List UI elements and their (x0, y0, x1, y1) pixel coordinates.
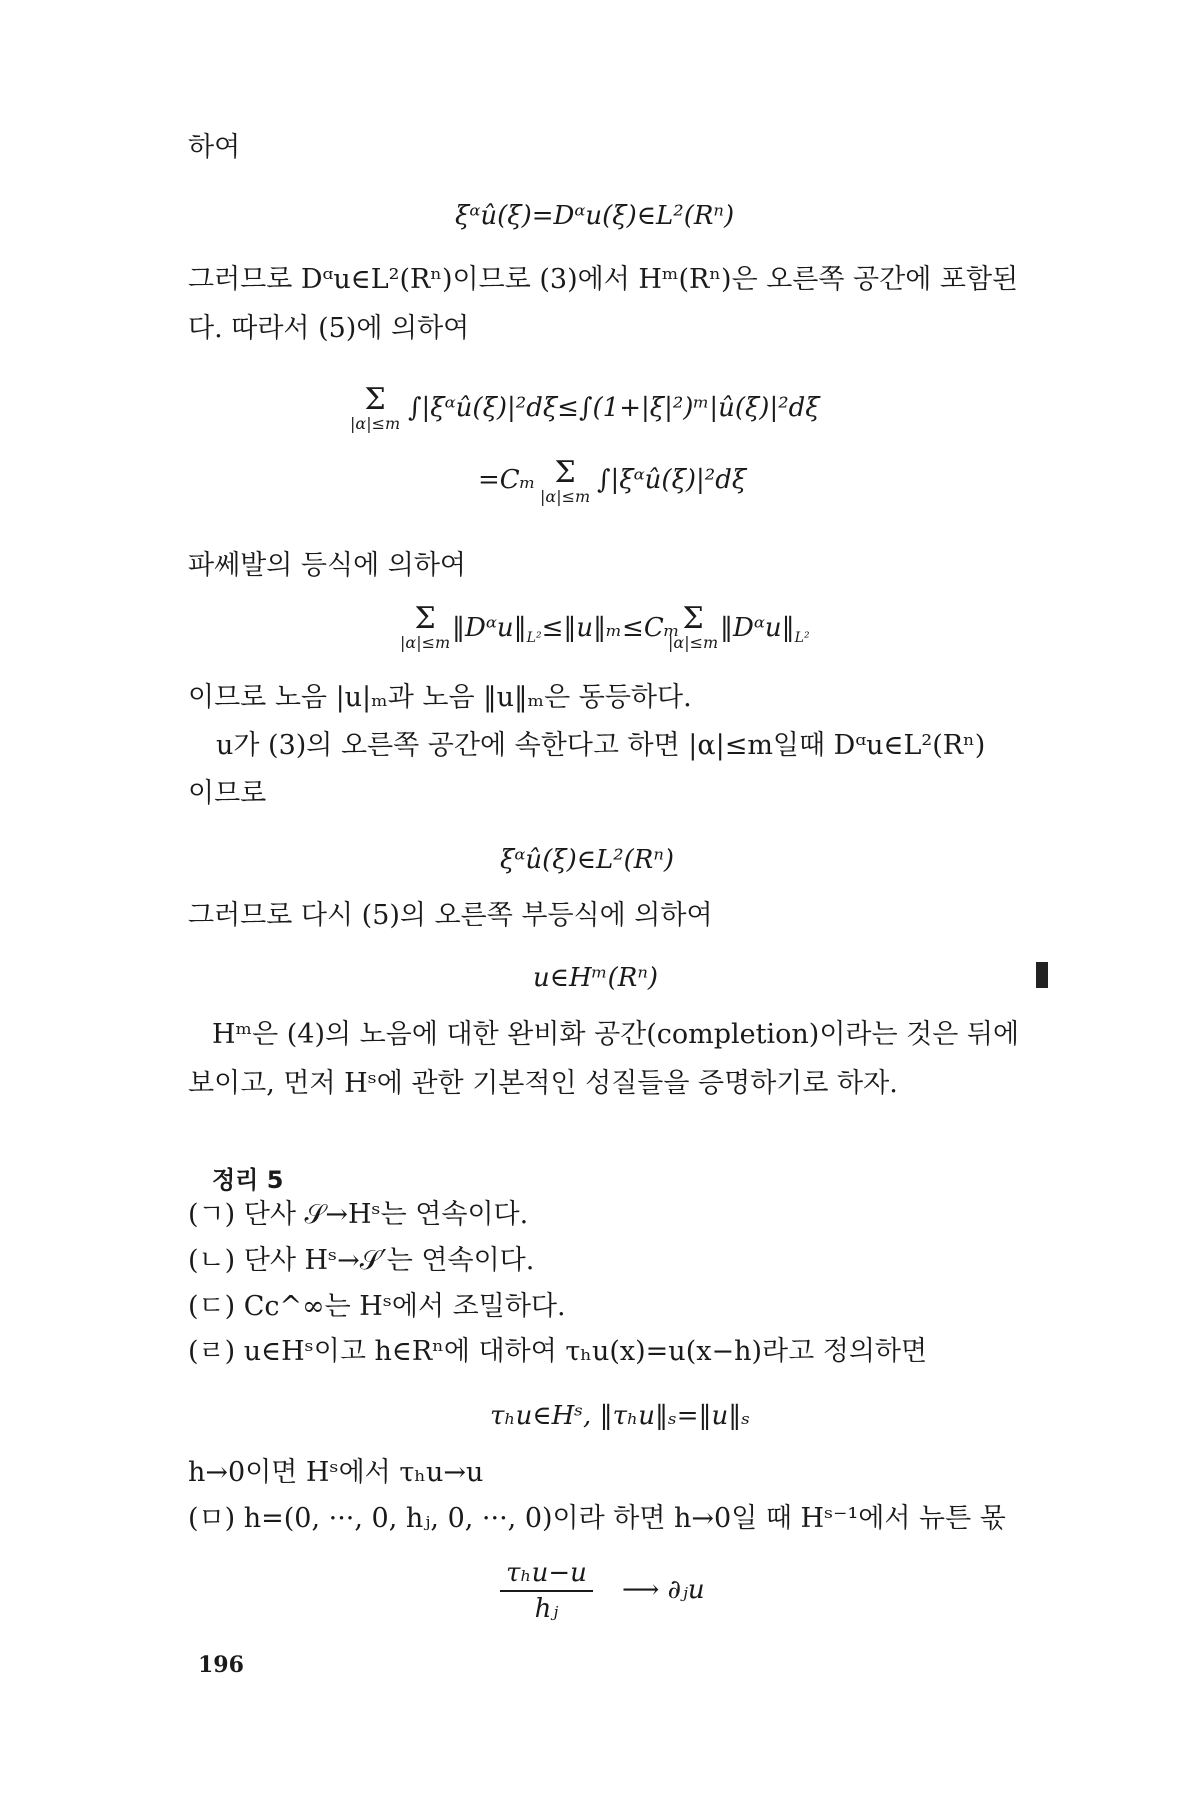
text-line: 그러므로 다시 (5)의 오른쪽 부등식에 의하여 (188, 900, 713, 931)
equation: τₕu∈Hˢ, ‖τₕu‖ₛ=‖u‖ₛ (490, 1401, 751, 1431)
text-line: Hᵐ은 (4)의 노음에 대한 완비화 공간(completion)이라는 것은 뒤에 (212, 1019, 1020, 1050)
equation: $‖Dᵅu‖_{L^2}$ (720, 613, 810, 647)
text-line: u가 (3)의 오른쪽 공간에 속한다고 하면 |α|≤m일때 Dᵅu∈L²(Rⁿ) (216, 730, 986, 761)
equation: =Cₘ (478, 465, 536, 495)
equation: ∫|ξᵅû(ξ)|²dξ≤∫(1+|ξ|²)ᵐ|û(ξ)|²dξ (408, 393, 820, 423)
theorem-item: (ㄹ) u∈Hˢ이고 h∈Rⁿ에 대하여 τₕu(x)=u(x−h)라고 정의하면 (188, 1336, 928, 1367)
equation: ⟶ ∂ⱼu (622, 1575, 705, 1605)
theorem-item: (ㄷ) Cc^∞는 Hˢ에서 조밀하다. (188, 1291, 566, 1322)
text-line: 다. 따라서 (5)에 의하여 (188, 313, 470, 344)
text-line: 보이고, 먼저 Hˢ에 관한 기본적인 성질들을 증명하기로 하자. (188, 1068, 898, 1099)
text-line: 이므로 (188, 778, 267, 809)
equation: ξᵅû(ξ)∈L²(Rⁿ) (500, 845, 675, 875)
page-number: 196 (198, 1652, 244, 1678)
newton-quotient: τₕu−u hⱼ (500, 1556, 593, 1626)
theorem-title: 정리 5 (212, 1166, 284, 1194)
equation: u∈Hᵐ(Rⁿ) (533, 963, 659, 993)
theorem-item: (ㄱ) 단사 𝒮→Hˢ는 연속이다. (188, 1199, 529, 1230)
equation: ∫|ξᵅû(ξ)|²dξ (597, 465, 747, 495)
text-line: 이므로 노음 |u|ₘ과 노음 ‖u‖ₘ은 동등하다. (188, 682, 692, 713)
theorem-item: (ㄴ) 단사 Hˢ→𝒮′는 연속이다. (188, 1245, 535, 1276)
text-line: 파쎄발의 등식에 의하여 (188, 550, 466, 581)
text-line: 그러므로 Dᵅu∈L²(Rⁿ)이므로 (3)에서 Hᵐ(Rⁿ)은 오른쪽 공간에 포함된 (188, 264, 1019, 295)
equation: ξᵅû(ξ)=Dᵅu(ξ)∈L²(Rⁿ) (455, 201, 735, 231)
sum-symbol: Σ |α|≤m (668, 601, 719, 652)
sum-symbol: Σ |α|≤m (350, 382, 401, 433)
sum-symbol: Σ |α|≤m (540, 455, 591, 506)
text-line: h→0이면 Hˢ에서 τₕu→u (188, 1457, 484, 1488)
equation: $‖Dᵅu‖_{L^2}\le‖u‖_m\le C_m$ (452, 613, 680, 647)
theorem-item: (ㅁ) h=(0, ···, 0, hⱼ, 0, ···, 0)이라 하면 h→0일 때 Hˢ⁻¹에서 뉴튼 몫 (188, 1503, 1006, 1534)
text-line: 하여 (188, 132, 241, 163)
sum-symbol: Σ |α|≤m (400, 601, 451, 652)
qed-mark (1036, 962, 1048, 988)
